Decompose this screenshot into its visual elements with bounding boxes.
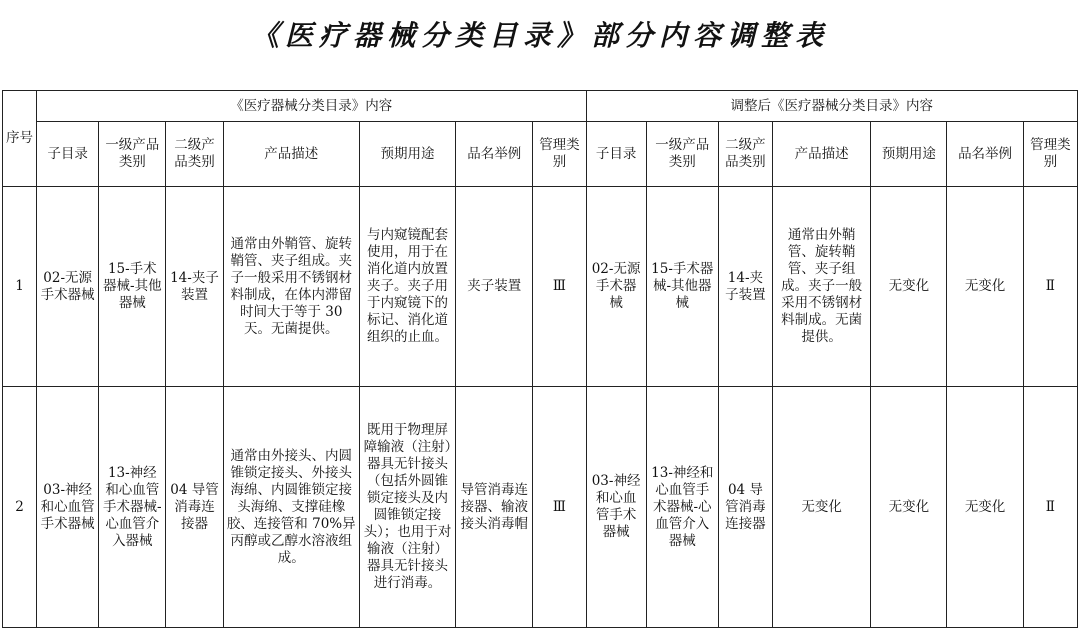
adjustment-table — [2, 90, 1078, 628]
cell-adj-examples: 无变化 — [947, 387, 1023, 628]
header-adjusted-group: 调整后《医疗器械分类目录》内容 — [586, 91, 1077, 122]
header-col: 品名举例 — [456, 122, 533, 187]
header-col: 子目录 — [586, 122, 646, 187]
header-col: 产品描述 — [223, 122, 359, 187]
header-row-group — [3, 91, 1078, 122]
cell-orig-level2: 14-夹子装置 — [166, 187, 223, 387]
cell-adj-level2: 14-夹子装置 — [718, 187, 772, 387]
cell-orig-subcatalog: 02-无源手术器械 — [37, 187, 99, 387]
cell-orig-subcatalog: 03-神经和心血管手术器械 — [37, 387, 99, 628]
cell-orig-description: 通常由外鞘管、旋转鞘管、夹子组成。夹子一般采用不锈钢材料制成，在体内滞留时间大于等于 30 天。无菌提供。 — [223, 187, 359, 387]
cell-orig-level1: 15-手术器械-其他器械 — [99, 187, 166, 387]
cell-adj-subcatalog: 02-无源手术器械 — [586, 187, 646, 387]
cell-orig-class: Ⅲ — [533, 387, 586, 628]
cell-orig-class: Ⅲ — [533, 187, 586, 387]
cell-adj-level1: 13-神经和心血管手术器械-心血管介入器械 — [646, 387, 718, 628]
header-col: 二级产品类别 — [718, 122, 772, 187]
header-original-group: 《医疗器械分类目录》内容 — [37, 91, 586, 122]
page-title: 《医疗器械分类目录》部分内容调整表 — [250, 19, 829, 52]
cell-seq: 2 — [3, 387, 37, 628]
header-col: 预期用途 — [871, 122, 947, 187]
cell-adj-intended-use: 无变化 — [871, 187, 947, 387]
header-col: 产品描述 — [773, 122, 871, 187]
cell-orig-intended-use: 既用于物理屏障输液（注射）器具无针接头（包括外圆锥锁定接头及内圆锥锁定接头）；也用于对输液（注射）器具无针接头进行消毒。 — [359, 387, 455, 628]
table-row — [3, 387, 1078, 628]
cell-adj-subcatalog: 03-神经和心血管手术器械 — [586, 387, 646, 628]
cell-adj-level1: 15-手术器械-其他器械 — [646, 187, 718, 387]
header-col: 子目录 — [37, 122, 99, 187]
cell-orig-intended-use: 与内窥镜配套使用，用于在消化道内放置夹子。夹子用于内窥镜下的标记、消化道组织的止血。 — [359, 187, 455, 387]
cell-adj-description: 无变化 — [773, 387, 871, 628]
cell-orig-examples: 夹子装置 — [456, 187, 533, 387]
header-col: 管理类别 — [533, 122, 586, 187]
cell-adj-description: 通常由外鞘管、旋转鞘管、夹子组成。夹子一般采用不锈钢材料制成。无菌提供。 — [773, 187, 871, 387]
header-col: 一级产品类别 — [99, 122, 166, 187]
cell-orig-level2: 04 导管消毒连接器 — [166, 387, 223, 628]
header-col: 管理类别 — [1023, 122, 1077, 187]
cell-orig-level1: 13-神经和心血管手术器械-心血管介入器械 — [99, 387, 166, 628]
header-seq: 序号 — [3, 91, 37, 187]
cell-adj-class: Ⅱ — [1023, 187, 1077, 387]
cell-adj-level2: 04 导管消毒连接器 — [718, 387, 772, 628]
header-col: 预期用途 — [359, 122, 455, 187]
cell-adj-class: Ⅱ — [1023, 387, 1077, 628]
cell-adj-examples: 无变化 — [947, 187, 1023, 387]
header-col: 一级产品类别 — [646, 122, 718, 187]
cell-orig-examples: 导管消毒连接器、输液接头消毒帽 — [456, 387, 533, 628]
cell-orig-description: 通常由外接头、内圆锥锁定接头、外接头海绵、内圆锥锁定接头海绵、支撑硅橡胶、连接管和 70%异丙醇或乙醇水溶液组成。 — [223, 387, 359, 628]
header-col: 品名举例 — [947, 122, 1023, 187]
table-row — [3, 187, 1078, 387]
cell-adj-intended-use: 无变化 — [871, 387, 947, 628]
header-col: 二级产品类别 — [166, 122, 223, 187]
cell-seq: 1 — [3, 187, 37, 387]
header-row-columns — [3, 122, 1078, 187]
